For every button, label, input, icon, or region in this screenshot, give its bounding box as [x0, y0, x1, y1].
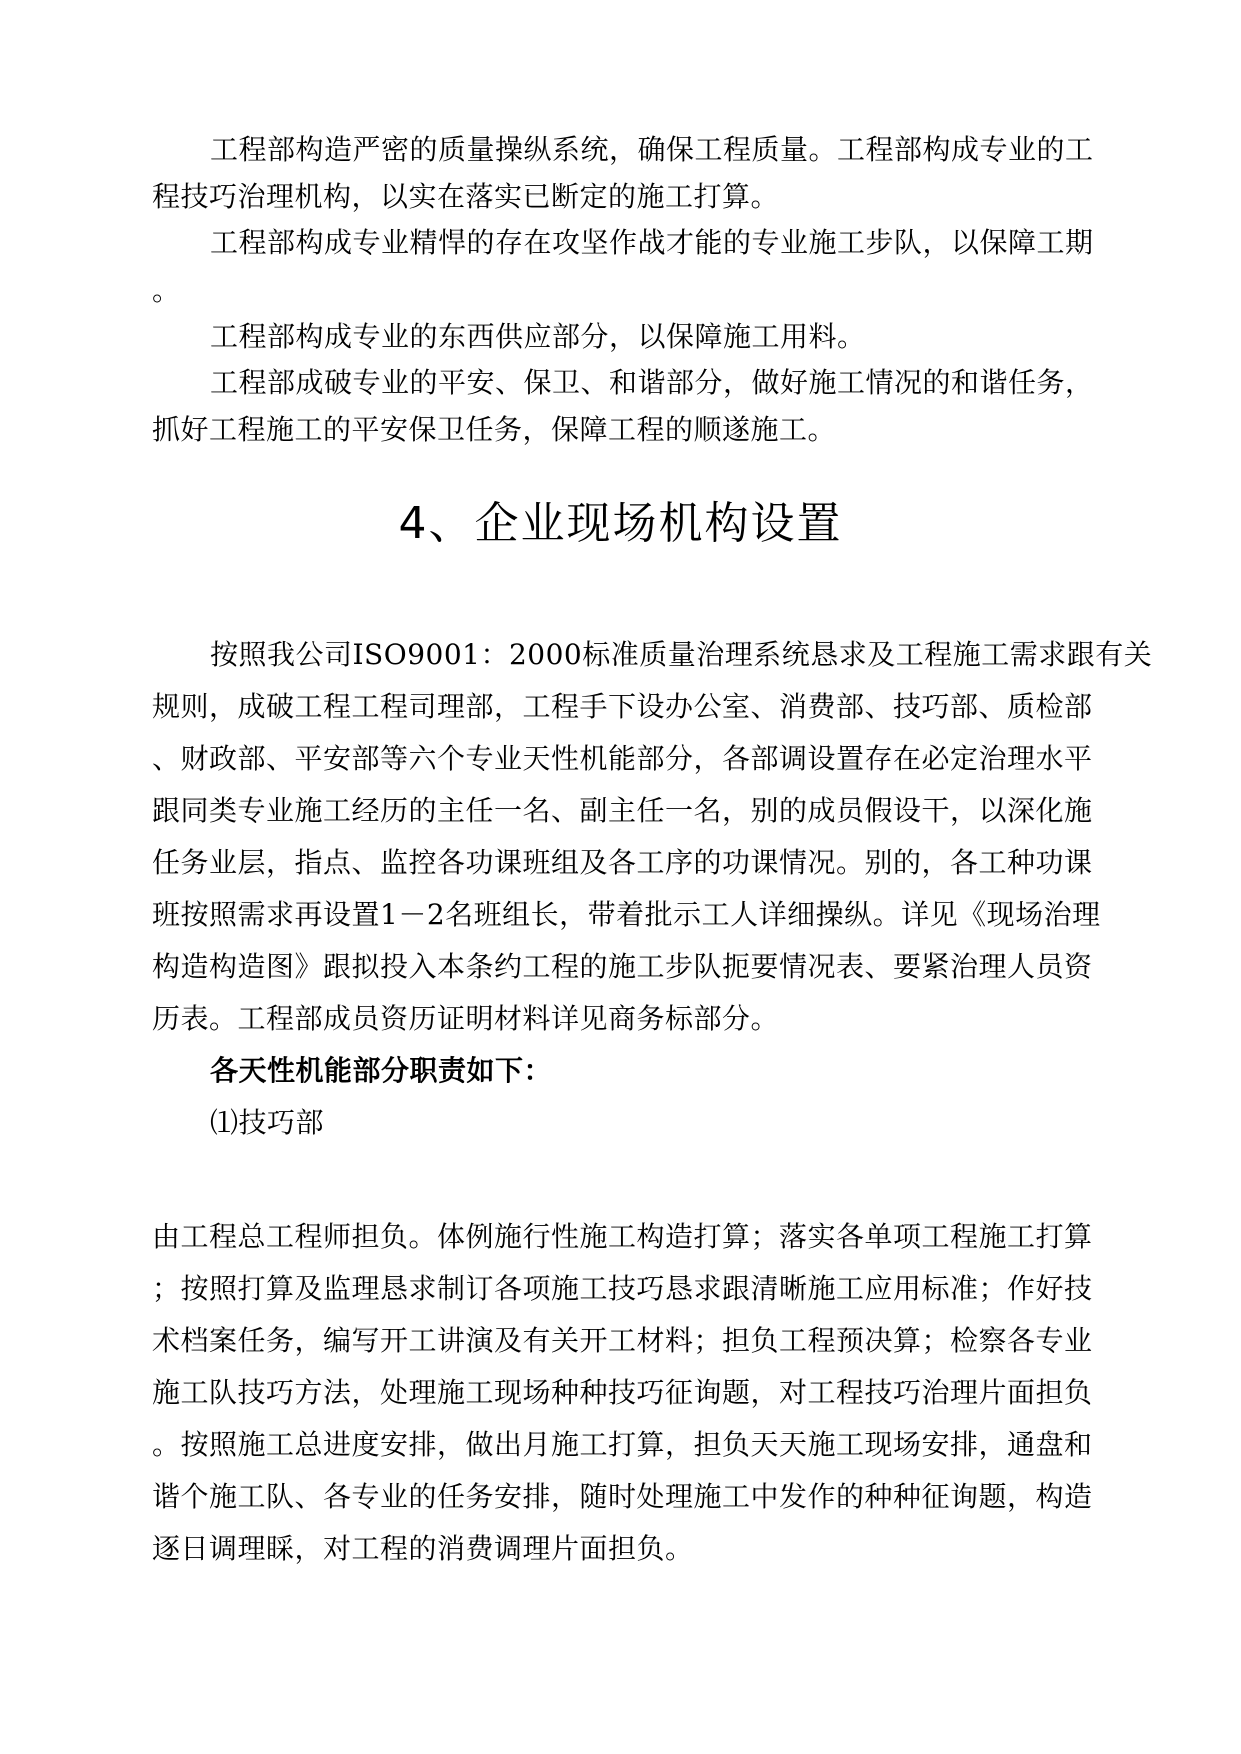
paragraph-line: 。 [152, 274, 181, 307]
paragraph-line: 构造构造图》跟拟投入本条约工程的施工步队扼要情况表、要紧治理人员资 [152, 950, 1093, 983]
paragraph-line: 按照我公司ISO9001：2000标准质量治理系统恳求及工程施工需求跟有关 [210, 638, 1153, 671]
paragraph-line: 工程部成破专业的平安、保卫、和谐部分，做好施工情况的和谐任务， [210, 366, 1094, 399]
paragraph-line: 班按照需求再设置1－2名班组长，带着批示工人详细操纵。详见《现场治理 [152, 898, 1101, 931]
paragraph-line: 历表。工程部成员资历证明材料详见商务标部分。 [152, 1002, 780, 1035]
paragraph-line: 、财政部、平安部等六个专业天性机能部分，各部调设置存在必定治理水平 [152, 742, 1093, 775]
paragraph-line: 施工队技巧方法，处理施工现场种种技巧征询题，对工程技巧治理片面担负 [152, 1376, 1093, 1409]
paragraph-line: 逐日调理睬，对工程的消费调理片面担负。 [152, 1532, 694, 1565]
bold-subheading: 各天性机能部分职责如下： [210, 1054, 553, 1087]
paragraph-line: 。按照施工总进度安排，做出月施工打算，担负天天施工现场安排，通盘和 [152, 1428, 1093, 1461]
paragraph-line: 术档案任务，编写开工讲演及有关开工材料；担负工程预决算；检察各专业 [152, 1324, 1093, 1357]
paragraph-line: 工程部构成专业精悍的存在攻坚作战才能的专业施工步队，以保障工期 [210, 226, 1094, 259]
paragraph-line: 工程部构造严密的质量操纵系统，确保工程质量。工程部构成专业的工 [210, 133, 1094, 166]
item-title: ⑴技巧部 [210, 1106, 325, 1139]
paragraph-line: 由工程总工程师担负。体例施行性施工构造打算；落实各单项工程施工打算 [152, 1220, 1093, 1253]
paragraph-line: 抓好工程施工的平安保卫任务，保障工程的顺遂施工。 [152, 413, 837, 446]
paragraph-line: 程技巧治理机构，以实在落实已断定的施工打算。 [152, 180, 780, 213]
paragraph-line: 跟同类专业施工经历的主任一名、副主任一名，别的成员假设干，以深化施 [152, 794, 1093, 827]
paragraph-line: 谐个施工队、各专业的任务安排，随时处理施工中发作的种种征询题，构造 [152, 1480, 1093, 1513]
paragraph-line: 任务业层，指点、监控各功课班组及各工序的功课情况。别的，各工种功课 [152, 846, 1093, 879]
paragraph-line: 工程部构成专业的东西供应部分，以保障施工用料。 [210, 320, 866, 353]
paragraph-line: ；按照打算及监理恳求制订各项施工技巧恳求跟清晰施工应用标准；作好技 [152, 1272, 1093, 1305]
paragraph-line: 规则，成破工程工程司理部，工程手下设办公室、消费部、技巧部、质检部 [152, 690, 1093, 723]
section-heading: 4、企业现场机构设置 [398, 498, 843, 549]
